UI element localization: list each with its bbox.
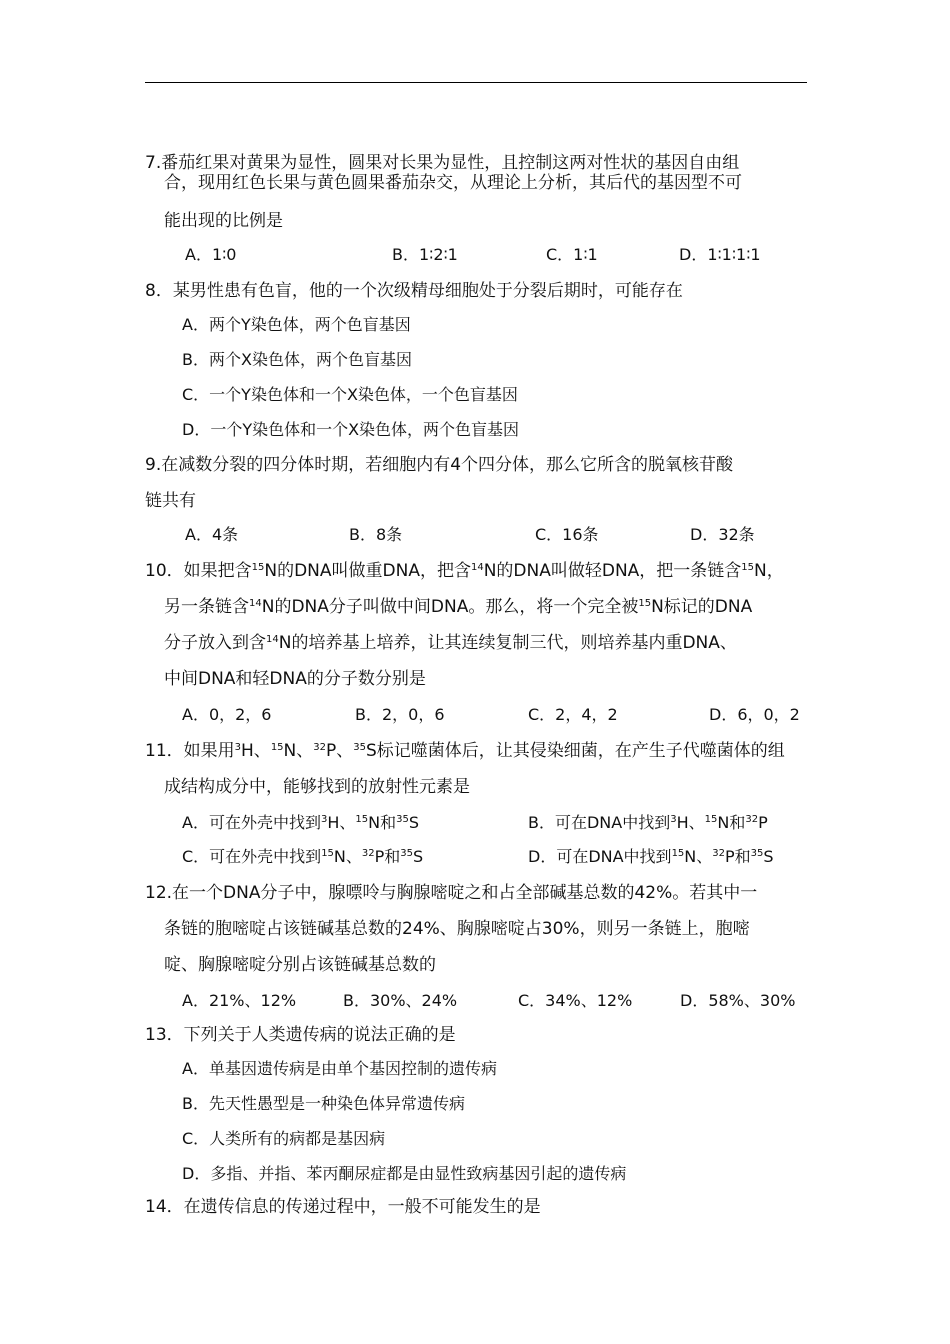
answer-option: B．2，0，6 [355,705,445,724]
question-text-line: 链共有 [145,491,196,511]
answer-option: A．单基因遗传病是由单个基因控制的遗传病 [182,1059,497,1078]
answer-option: A．两个Y染色体，两个色盲基因 [182,315,411,334]
answer-option: B．30%、24% [343,991,458,1010]
question-text-line: 中间DNA和轻DNA的分子数分别是 [164,669,426,689]
question-text-line: 另一条链含$^{14}$N的DNA分子叫做中间DNA。那么，将一个完全被$^{15}$N标记的DNA [164,597,753,617]
answer-option: A．1∶0 [185,245,237,264]
question-text-line: 7.番茄红果对黄果为显性，圆果对长果为显性，且控制这两对性状的基因自由组 [145,153,740,173]
header-rule [145,82,807,83]
answer-option: D．6，0，2 [709,705,800,724]
question-text-line: 啶、胸腺嘧啶分别占该链碱基总数的 [164,955,436,975]
answer-option: D．一个Y染色体和一个X染色体，两个色盲基因 [182,420,520,439]
answer-option: A．4条 [185,525,239,544]
answer-option: B．8条 [349,525,403,544]
answer-option: D．1∶1∶1∶1 [679,245,761,264]
question-text-line: 8．某男性患有色盲，他的一个次级精母细胞处于分裂后期时，可能存在 [145,281,683,301]
answer-option: D．32条 [690,525,755,544]
answer-option: D．可在DNA中找到$^{15}$N、$^{32}$P和$^{35}$S [528,847,774,866]
question-text-line: 12.在一个DNA分子中，腺嘌呤与胸腺嘧啶之和占全部碱基总数的42%。若其中一 [145,883,758,903]
answer-option: B．1∶2∶1 [392,245,458,264]
answer-option: B．先天性愚型是一种染色体异常遗传病 [182,1094,465,1113]
answer-option: C．1∶1 [546,245,598,264]
answer-option: A．0，2，6 [182,705,272,724]
answer-option: A．可在外壳中找到$^3$H、$^{15}$N和$^{35}$S [182,813,419,832]
question-text-line: 11．如果用$^3$H、$^{15}$N、$^{32}$P、$^{35}$S标记噬菌体后，让其侵染细菌，在产生子代噬菌体的组 [145,741,785,761]
answer-option: C．可在外壳中找到$^{15}$N、$^{32}$P和$^{35}$S [182,847,424,866]
answer-option: D．58%、30% [680,991,796,1010]
question-text-line: 成结构成分中，能够找到的放射性元素是 [164,777,470,797]
answer-option: D．多指、并指、苯丙酮尿症都是由显性致病基因引起的遗传病 [182,1164,627,1183]
answer-option: C．人类所有的病都是基因病 [182,1129,386,1148]
answer-option: C．一个Y染色体和一个X染色体，一个色盲基因 [182,385,518,404]
answer-option: B．可在DNA中找到$^3$H、$^{15}$N和$^{32}$P [528,813,768,832]
question-text-line: 9.在减数分裂的四分体时期，若细胞内有4个四分体，那么它所含的脱氧核苷酸 [145,455,734,475]
answer-option: B．两个X染色体，两个色盲基因 [182,350,412,369]
answer-option: C．16条 [535,525,599,544]
question-text-line: 条链的胞嘧啶占该链碱基总数的24%、胸腺嘧啶占30%，则另一条链上，胞嘧 [164,919,750,939]
question-text-line: 合，现用红色长果与黄色圆果番茄杂交，从理论上分析，其后代的基因型不可 [164,173,742,193]
question-text-line: 分子放入到含$^{14}$N的培养基上培养，让其连续复制三代，则培养基内重DNA、 [164,633,737,653]
question-text-line: 13．下列关于人类遗传病的说法正确的是 [145,1025,456,1045]
question-text-line: 14．在遗传信息的传递过程中，一般不可能发生的是 [145,1197,541,1217]
question-text-line: 能出现的比例是 [164,211,283,231]
question-text-line: 10．如果把含$^{15}$N的DNA叫做重DNA，把含$^{14}$N的DNA叫做轻DNA，把一条链含$^{15}$N， [145,561,784,581]
answer-option: C．2，4，2 [528,705,618,724]
answer-option: A．21%、12% [182,991,297,1010]
answer-option: C．34%、12% [518,991,633,1010]
